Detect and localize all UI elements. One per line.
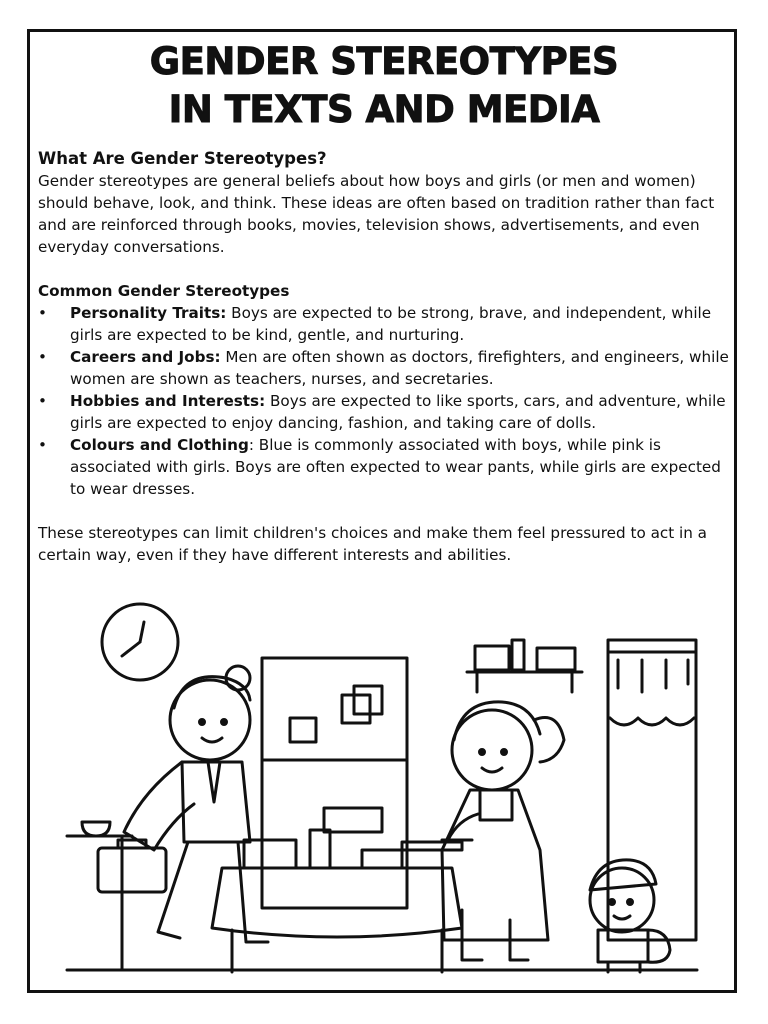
kitchen-illustration bbox=[62, 600, 702, 985]
list-item-personality bbox=[38, 302, 738, 346]
child-figure bbox=[590, 860, 670, 972]
list-item-text: Men are often shown as doctors, firefighters, and engineers, while women are shown as teachers, nurses, and secretaries. bbox=[70, 348, 729, 388]
counter-icon bbox=[67, 822, 132, 970]
list-item-text: Boys are expected to like sports, cars, and adventure, while girls are expected to enjoy dancing, fashion, and taking care of dolls. bbox=[70, 392, 726, 432]
intro-heading: What Are Gender Stereotypes? bbox=[38, 149, 327, 168]
list-item-label: Careers and Jobs: bbox=[70, 348, 221, 366]
woman-figure bbox=[402, 702, 564, 960]
list-item-careers bbox=[38, 346, 738, 390]
list-item-text: Boys are expected to be strong, brave, and independent, while girls are expected to be kind, gentle, and nurturing. bbox=[70, 304, 712, 344]
main-content bbox=[38, 148, 738, 566]
list-item-label: Colours and Clothing bbox=[70, 436, 249, 454]
list-item-label: Personality Traits: bbox=[70, 304, 227, 322]
list-item-hobbies bbox=[38, 390, 738, 434]
common-heading: Common Gender Stereotypes bbox=[38, 282, 290, 300]
page-title bbox=[0, 38, 768, 134]
clock-icon bbox=[102, 604, 178, 680]
list-item-label: Hobbies and Interests: bbox=[70, 392, 266, 410]
intro-paragraph: Gender stereotypes are general beliefs about how boys and girls (or men and women) should behave, look, and think. These ideas are often based on tradition rather than fact and are reinforced through books, movies, television shows, advertisements, and even everyday conversations. bbox=[38, 172, 715, 256]
fridge-icon bbox=[262, 658, 407, 908]
curtain-icon bbox=[608, 640, 696, 940]
closing-paragraph: These stereotypes can limit children's choices and make them feel pressured to act in a certain way, even if they have different interests and abilities. bbox=[38, 524, 707, 564]
title-line-2: IN TEXTS AND MEDIA bbox=[168, 88, 600, 131]
title-line-1: GENDER STEREOTYPES bbox=[149, 40, 619, 83]
stereotype-list bbox=[38, 302, 738, 500]
shelf-icon bbox=[467, 640, 582, 692]
list-item-colours bbox=[38, 434, 738, 500]
list-item-text: : Blue is commonly associated with boys, while pink is associated with girls. Boys are often expected to wear pants, while girls are expected to wear dresses. bbox=[70, 436, 721, 498]
